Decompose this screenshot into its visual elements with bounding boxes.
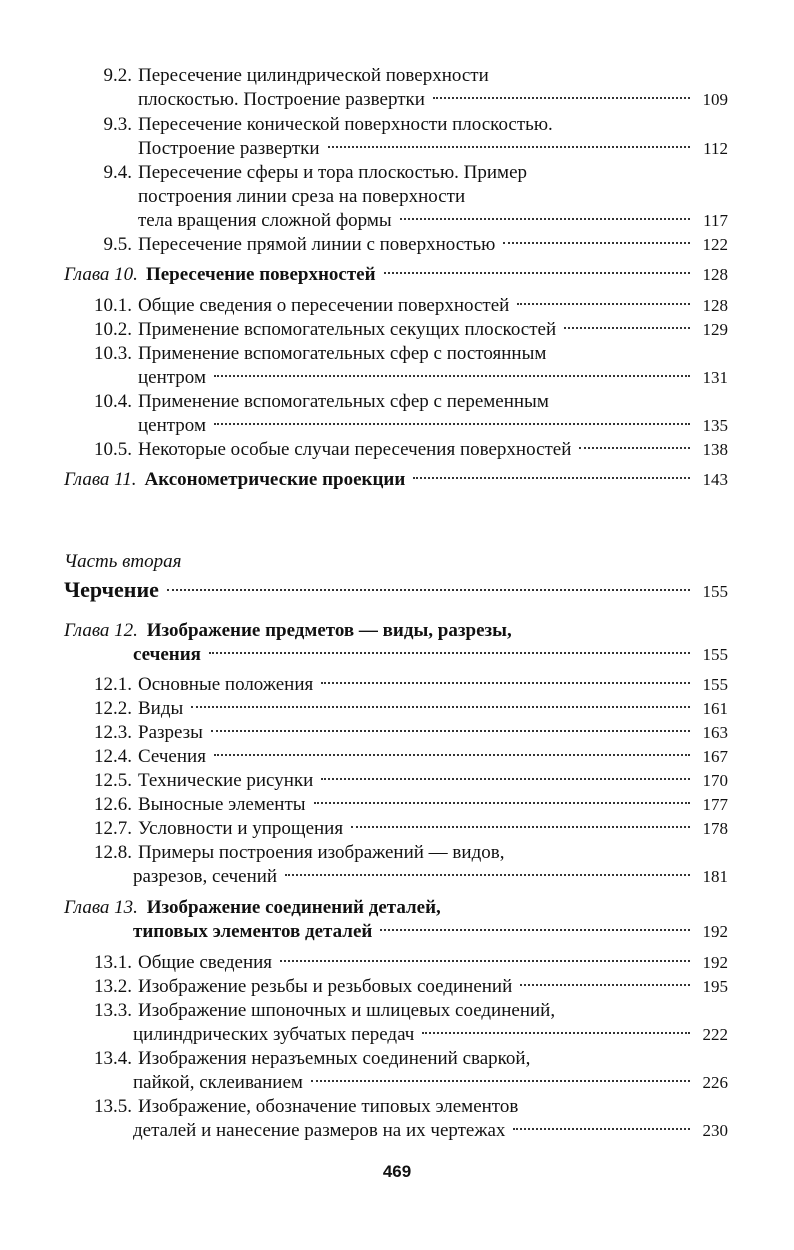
chapter-heading-cont: типовых элементов деталей 192 xyxy=(133,921,728,942)
leader-dots xyxy=(321,682,690,684)
leader-dots xyxy=(380,929,690,931)
leader-dots xyxy=(191,706,690,708)
chapter-heading: Глава 12. Изображение предметов — виды, разрезы, xyxy=(64,620,512,641)
toc-entry: 13.1. Общие сведения 192 xyxy=(94,952,728,973)
leader-dots xyxy=(214,423,690,425)
toc-entry-cont: разрезов, сечений 181 xyxy=(133,866,728,887)
toc-entry-cont: Построение развертки 112 xyxy=(138,138,728,159)
toc-entry: 12.1. Основные положения 155 xyxy=(94,674,728,695)
toc-entry: 13.2. Изображение резьбы и резьбовых соединений 195 xyxy=(94,976,728,997)
leader-dots xyxy=(513,1128,690,1130)
leader-dots xyxy=(209,652,690,654)
toc-entry: 12.4. Сечения 167 xyxy=(94,746,728,767)
toc-entry: 10.5. Некоторые особые случаи пересечения поверхностей 138 xyxy=(94,439,728,460)
toc-entry: 13.3. Изображение шпоночных и шлицевых соединений, xyxy=(94,1000,556,1021)
leader-dots xyxy=(321,778,690,780)
toc-entry: 12.6. Выносные элементы 177 xyxy=(94,794,728,815)
chapter-heading: Глава 10. Пересечение поверхностей 128 xyxy=(64,264,728,285)
leader-dots xyxy=(422,1032,690,1034)
toc-entry-cont: деталей и нанесение размеров на их чертежах 230 xyxy=(133,1120,728,1141)
toc-entry: 12.8. Примеры построения изображений — видов, xyxy=(94,842,505,863)
leader-dots xyxy=(433,97,690,99)
toc-entry: 13.4. Изображения неразъемных соединений сваркой, xyxy=(94,1048,531,1069)
toc-entry-cont: тела вращения сложной формы 117 xyxy=(138,210,728,231)
leader-dots xyxy=(351,826,690,828)
leader-dots xyxy=(211,730,690,732)
toc-entry: 12.2. Виды 161 xyxy=(94,698,728,719)
leader-dots xyxy=(285,874,690,876)
leader-dots xyxy=(503,242,690,244)
leader-dots xyxy=(314,802,690,804)
toc-entry: 10.2. Применение вспомогательных секущих плоскостей 129 xyxy=(94,319,728,340)
toc-entry: 12.3. Разрезы 163 xyxy=(94,722,728,743)
toc-entry-cont: плоскостью. Построение развертки 109 xyxy=(138,89,728,110)
toc-entry: 12.7. Условности и упрощения 178 xyxy=(94,818,728,839)
leader-dots xyxy=(167,589,690,591)
toc-entry: 9.2. Пересечение цилиндрической поверхности xyxy=(103,65,489,86)
leader-dots xyxy=(384,272,690,274)
leader-dots xyxy=(311,1080,690,1082)
part-heading: Черчение 155 xyxy=(64,577,728,602)
toc-entry: 12.5. Технические рисунки 170 xyxy=(94,770,728,791)
toc-entry: 10.1. Общие сведения о пересечении поверхностей 128 xyxy=(94,295,728,316)
toc-entry-cont: пайкой, склеиванием 226 xyxy=(133,1072,728,1093)
leader-dots xyxy=(328,146,690,148)
leader-dots xyxy=(214,754,690,756)
toc-entry: 10.3. Применение вспомогательных сфер с постоянным xyxy=(94,343,547,364)
leader-dots xyxy=(520,984,690,986)
leader-dots xyxy=(517,303,690,305)
toc-entry: 13.5. Изображение, обозначение типовых элементов xyxy=(94,1096,519,1117)
leader-dots xyxy=(400,218,690,220)
page-number: 469 xyxy=(382,1162,412,1181)
toc-entry: 10.4. Применение вспомогательных сфер с переменным xyxy=(94,391,549,412)
chapter-heading: Глава 13. Изображение соединений деталей, xyxy=(64,897,441,918)
toc-entry: 9.3. Пересечение конической поверхности плоскостью. xyxy=(103,114,553,135)
toc-entry: 9.5. Пересечение прямой линии с поверхностью 122 xyxy=(103,234,728,255)
chapter-heading-cont: сечения 155 xyxy=(133,644,728,665)
toc-entry: 9.4. Пересечение сферы и тора плоскостью. Пример xyxy=(103,162,528,183)
toc-entry-cont: центром 135 xyxy=(138,415,728,436)
leader-dots xyxy=(214,375,690,377)
part-label: Часть вторая xyxy=(64,551,182,572)
toc-entry-cont: цилиндрических зубчатых передач 222 xyxy=(133,1024,728,1045)
leader-dots xyxy=(564,327,690,329)
toc-entry-cont: построения линии среза на поверхности xyxy=(138,186,466,207)
leader-dots xyxy=(579,447,690,449)
toc-entry-cont: центром 131 xyxy=(138,367,728,388)
leader-dots xyxy=(413,477,690,479)
leader-dots xyxy=(280,960,690,962)
chapter-heading: Глава 11. Аксонометрические проекции 143 xyxy=(64,469,728,490)
